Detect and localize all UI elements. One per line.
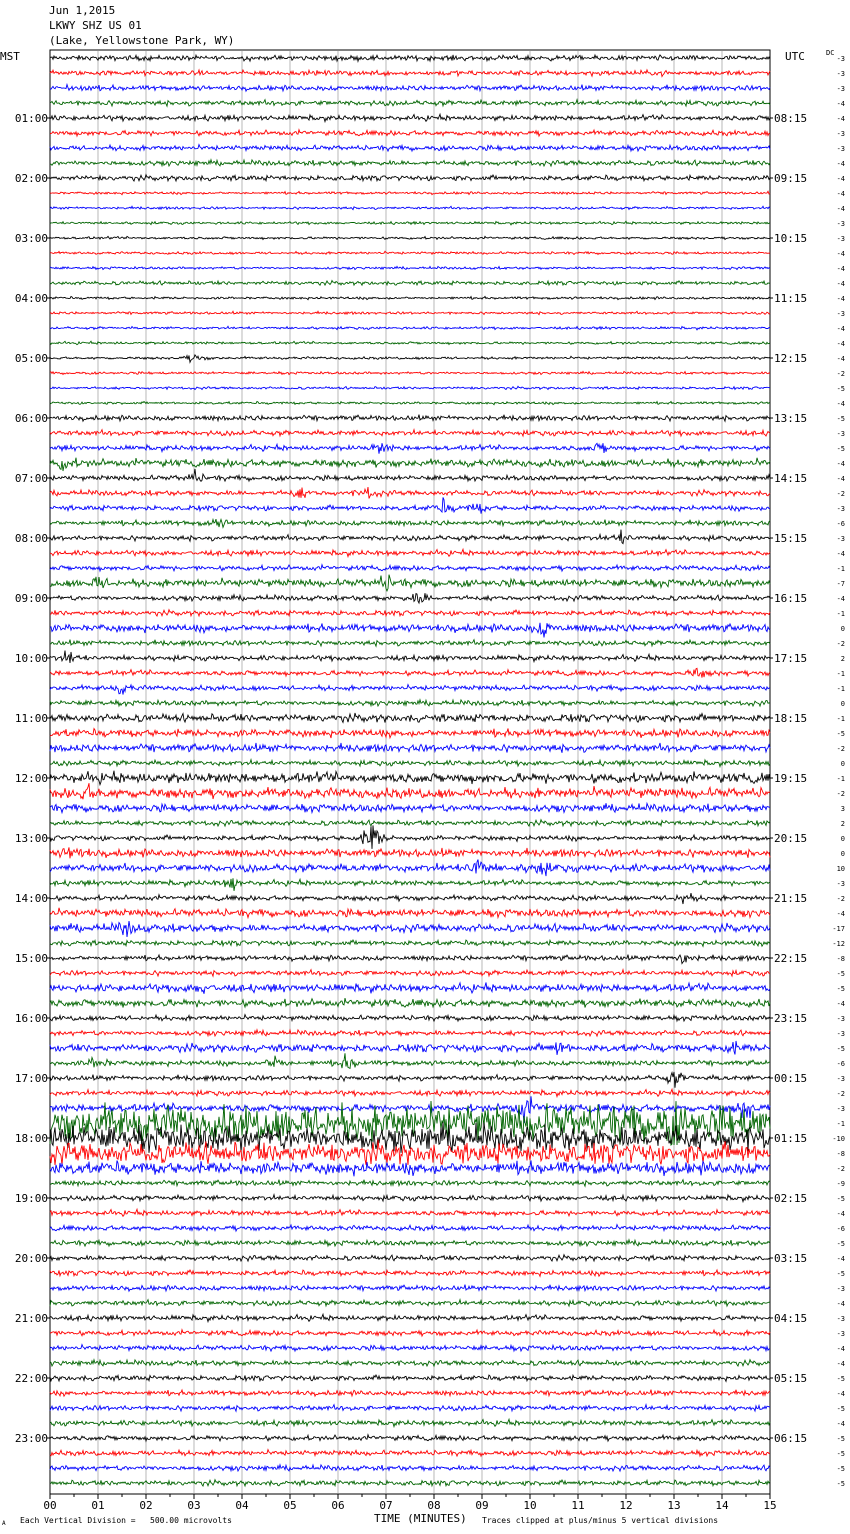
dc-offset-value: -5 [836,1465,845,1473]
x-tick-label: 07 [379,1499,393,1512]
dc-offset-value: -5 [836,1435,845,1443]
mst-hour-label: 17:00 [14,1072,48,1085]
mst-hour-label: 19:00 [14,1192,48,1205]
utc-hour-label: 09:15 [774,172,808,185]
seismic-trace [50,1300,770,1307]
dc-offset-value: -4 [836,160,845,168]
seismic-trace [50,610,770,616]
seismic-trace [50,825,770,849]
mst-hour-label: 07:00 [14,472,48,485]
seismic-trace [50,549,770,556]
dc-offset-value: -2 [836,490,845,498]
seismic-trace [50,623,770,638]
timezone-right-label: UTC [785,50,805,63]
seismic-trace [50,458,770,471]
seismic-trace [50,145,770,152]
seismic-trace [50,743,770,753]
utc-hour-label: 00:15 [774,1072,808,1085]
dc-offset-value: -5 [836,1270,845,1278]
seismic-trace [50,1360,770,1366]
dc-offset-value: -5 [836,730,845,738]
seismic-trace [50,221,770,225]
x-axis-title: TIME (MINUTES) [374,1512,467,1525]
mst-hour-label: 15:00 [14,952,48,965]
mst-hour-label: 09:00 [14,592,48,605]
dc-offset-value: -6 [836,1225,845,1233]
dc-offset-value: -10 [832,1135,845,1143]
seismic-trace [50,1195,770,1202]
x-tick-label: 02 [139,1499,153,1512]
seismic-trace [50,640,770,647]
seismic-trace [50,893,770,904]
seismic-trace [50,983,770,994]
x-tick-label: 12 [619,1499,633,1512]
utc-hour-label: 14:15 [774,472,808,485]
dc-offset-value: -3 [836,1105,845,1113]
utc-hour-label: 11:15 [774,292,808,305]
x-tick-label: 10 [523,1499,537,1512]
seismic-trace [50,1465,770,1471]
seismic-trace [50,326,770,330]
seismic-trace [50,1285,770,1292]
seismic-trace [50,1030,770,1036]
utc-hour-label: 17:15 [774,652,808,665]
dc-offset-value: -3 [836,55,845,63]
dc-offset-value: -4 [836,400,845,408]
seismic-trace [50,266,770,269]
timezone-left-label: MST [0,50,20,63]
dc-offset-value: -4 [836,1390,845,1398]
utc-hour-label: 03:15 [774,1252,808,1265]
seismic-trace [50,236,770,239]
x-tick-label: 05 [283,1499,297,1512]
utc-hour-label: 02:15 [774,1192,808,1205]
dc-offset-value: -1 [836,1120,845,1128]
utc-hour-label: 05:15 [774,1372,808,1385]
utc-hour-label: 08:15 [774,112,808,125]
dc-offset-value: -4 [836,190,845,198]
dc-offset-value: -3 [836,130,845,138]
x-tick-label: 09 [475,1499,489,1512]
seismic-trace [50,1450,770,1457]
dc-offset-value: -3 [836,1030,845,1038]
dc-offset-value: -4 [836,100,845,108]
dc-offset-value: -5 [836,1195,845,1203]
seismic-trace [50,1390,770,1397]
mst-hour-label: 11:00 [14,712,48,725]
seismic-trace [50,70,770,77]
seismic-trace [50,860,770,877]
mst-hour-label: 16:00 [14,1012,48,1025]
utc-hour-label: 20:15 [774,832,808,845]
dc-offset-value: -2 [836,1090,845,1098]
mst-hour-label: 05:00 [14,352,48,365]
dc-offset-value: -1 [836,685,845,693]
dc-offset-value: -3 [836,880,845,888]
seismic-trace [50,1435,770,1441]
dc-offset-value: -1 [836,715,845,723]
utc-hour-label: 16:15 [774,592,808,605]
seismic-trace [50,713,770,723]
dc-offset-value: -2 [836,790,845,798]
mst-hour-label: 18:00 [14,1132,48,1145]
seismic-trace [50,1072,770,1088]
seismic-trace [50,443,770,454]
utc-hour-label: 22:15 [774,952,808,965]
seismic-trace [50,1225,770,1231]
dc-offset-value: 2 [840,820,845,828]
dc-offset-value: -2 [836,640,845,648]
dc-offset-value: 0 [840,625,845,633]
dc-offset-value: -4 [836,280,845,288]
dc-offset-value: -3 [836,310,845,318]
dc-offset-value: -2 [836,370,845,378]
seismic-trace [50,685,770,695]
dc-offset-value: -4 [836,595,845,603]
plot-frame [50,50,770,1494]
seismic-trace [50,297,770,300]
seismic-trace [50,175,770,181]
dc-offset-value: -4 [836,475,845,483]
seismic-trace [50,386,770,389]
seismic-trace [50,668,770,677]
seismic-trace [50,1330,770,1336]
dc-offset-value: -5 [836,970,845,978]
seismic-trace [50,565,770,571]
dc-offset-value: -8 [836,1150,845,1158]
seismic-trace [50,55,770,61]
dc-offset-value: -4 [836,115,845,123]
dc-offset-value: -2 [836,895,845,903]
utc-hour-label: 06:15 [774,1432,808,1445]
utc-hour-label: 18:15 [774,712,808,725]
dc-offset-value: -5 [836,1480,845,1488]
dc-offset-value: -4 [836,265,845,273]
seismic-trace [50,519,770,527]
mst-hour-label: 03:00 [14,232,48,245]
seismic-trace [50,206,770,209]
dc-offset-value: -3 [836,70,845,78]
mst-hour-label: 13:00 [14,832,48,845]
mst-hour-label: 23:00 [14,1432,48,1445]
seismic-trace [50,469,770,481]
seismic-trace [50,130,770,136]
dc-offset-value: -1 [836,775,845,783]
seismic-trace [50,783,770,799]
seismic-trace [50,191,770,194]
dc-offset-value: -3 [836,1015,845,1023]
seismic-trace [50,771,770,785]
x-tick-label: 15 [763,1499,777,1512]
seismic-trace [50,1419,770,1426]
seismic-trace [50,114,770,121]
seismic-trace [50,651,770,663]
seismic-trace [50,1089,770,1096]
dc-offset-value: 0 [840,835,845,843]
mst-hour-label: 04:00 [14,292,48,305]
dc-offset-value: -3 [836,535,845,543]
dc-offset-value: 10 [836,865,845,873]
seismic-trace [50,921,770,937]
mst-hour-label: 21:00 [14,1312,48,1325]
seismic-trace [50,251,770,254]
seismic-trace [50,311,770,314]
x-tick-label: 13 [667,1499,681,1512]
dc-offset-value: -5 [836,415,845,423]
dc-offset-value: -4 [836,295,845,303]
dc-offset-value: -3 [836,145,845,153]
utc-hour-label: 23:15 [774,1012,808,1025]
vertical-scale-note: Each Vertical Division = 500.00 microvolts [20,1516,232,1525]
mst-hour-label: 01:00 [14,112,48,125]
dc-offset-value: -4 [836,1210,845,1218]
dc-offset-value: 0 [840,700,845,708]
seismic-trace [50,1314,770,1321]
seismic-trace [50,760,770,767]
seismic-trace [50,1053,770,1068]
dc-offset-value: -3 [836,430,845,438]
dc-offset-value: -5 [836,985,845,993]
utc-hour-label: 01:15 [774,1132,808,1145]
seismic-trace [50,371,770,374]
seismic-trace [50,341,770,345]
mst-hour-label: 14:00 [14,892,48,905]
station-code: LKWY SHZ US 01 [49,19,142,32]
seismic-trace [50,430,770,436]
seismic-trace [50,820,770,826]
dc-offset-value: -2 [836,745,845,753]
x-tick-label: 04 [235,1499,249,1512]
dc-offset-value: -4 [836,1345,845,1353]
seismic-trace [50,878,770,891]
dc-offset-value: -5 [836,1045,845,1053]
dc-offset-value: -3 [836,1075,845,1083]
dc-offset-value: -4 [836,460,845,468]
dc-offset-value: 0 [840,760,845,768]
seismic-trace [50,281,770,286]
seismic-trace [50,1480,770,1486]
seismic-trace [50,908,770,918]
dc-offset-value: 3 [840,805,845,813]
dc-offset-value: -4 [836,550,845,558]
seismic-trace [50,1270,770,1276]
dc-offset-value: -3 [836,220,845,228]
dc-offset-value: -3 [836,235,845,243]
seismic-trace [50,530,770,544]
seismic-trace [50,497,770,513]
dc-offset-value: -5 [836,1375,845,1383]
dc-offset-value: -5 [836,1240,845,1248]
seismic-trace [50,487,770,498]
seismic-trace [50,955,770,964]
plot-date: Jun 1,2015 [49,4,116,17]
seismic-trace [50,847,770,858]
dc-offset-value: 2 [840,655,845,663]
seismic-trace [50,160,770,166]
dc-offset-value: -4 [836,355,845,363]
seismic-trace [50,415,770,422]
seismic-trace [50,700,770,706]
dc-offset-value: -4 [836,1360,845,1368]
utc-hour-label: 21:15 [774,892,808,905]
x-tick-label: 11 [571,1499,585,1512]
seismic-trace [50,1405,770,1412]
dc-offset-value: -4 [836,1300,845,1308]
seismic-trace [50,355,770,362]
dc-offset-value: -3 [836,1285,845,1293]
x-tick-label: 08 [427,1499,441,1512]
mst-hour-label: 12:00 [14,772,48,785]
seismic-trace [50,100,770,107]
mst-hour-label: 06:00 [14,412,48,425]
x-tick-label: 01 [91,1499,105,1512]
station-location: (Lake, Yellowstone Park, WY) [49,34,235,47]
seismic-trace [50,1160,770,1176]
dc-offset-value: -2 [836,1165,845,1173]
seismic-trace [50,1015,770,1022]
seismic-trace [50,803,770,812]
dc-offset-value: -3 [836,1315,845,1323]
clip-note: Traces clipped at plus/minus 5 vertical divisions [482,1516,719,1525]
x-tick-label: 03 [187,1499,201,1512]
seismic-trace [50,575,770,591]
seismic-trace [50,402,770,405]
dc-offset-value: -4 [836,175,845,183]
dc-offset-value: -3 [836,85,845,93]
seismic-trace [50,1180,770,1187]
dc-offset-value: -4 [836,1420,845,1428]
dc-offset-value: -4 [836,250,845,258]
seismic-trace [50,940,770,946]
seismic-trace [50,593,770,603]
seismic-trace [50,1345,770,1352]
dc-offset-value: -1 [836,670,845,678]
dc-offset-value: -4 [836,910,845,918]
dc-offset-value: -7 [836,580,845,588]
seismic-trace [50,998,770,1007]
dc-offset-value: -4 [836,325,845,333]
dc-offset-label: DC [826,49,835,57]
dc-offset-value: -1 [836,610,845,618]
dc-offset-value: -8 [836,955,845,963]
x-tick-label: 14 [715,1499,729,1512]
dc-offset-value: -6 [836,520,845,528]
dc-offset-value: -9 [836,1180,845,1188]
dc-offset-value: -12 [832,940,845,948]
utc-hour-label: 13:15 [774,412,808,425]
seismic-trace [50,85,770,92]
seismic-trace [50,1240,770,1246]
mst-hour-label: 22:00 [14,1372,48,1385]
dc-offset-value: -3 [836,1330,845,1338]
mst-hour-label: 08:00 [14,532,48,545]
utc-hour-label: 10:15 [774,232,808,245]
utc-hour-label: 15:15 [774,532,808,545]
mst-hour-label: 02:00 [14,172,48,185]
dc-offset-value: -4 [836,1000,845,1008]
dc-offset-value: 0 [840,850,845,858]
seismic-trace [50,1209,770,1216]
dc-offset-value: -3 [836,505,845,513]
dc-offset-value: -5 [836,1405,845,1413]
corner-mark: A [2,1520,6,1527]
utc-hour-label: 04:15 [774,1312,808,1325]
dc-offset-value: -5 [836,445,845,453]
utc-hour-label: 12:15 [774,352,808,365]
dc-offset-value: -17 [832,925,845,933]
seismic-trace [50,1255,770,1261]
dc-offset-value: -6 [836,1060,845,1068]
dc-offset-value: -4 [836,205,845,213]
seismic-trace [50,1041,770,1055]
dc-offset-value: -4 [836,1255,845,1263]
dc-offset-value: -5 [836,1450,845,1458]
mst-hour-label: 10:00 [14,652,48,665]
seismic-trace [50,729,770,739]
utc-hour-label: 19:15 [774,772,808,785]
seismic-trace [50,970,770,977]
x-tick-label: 00 [43,1499,57,1512]
dc-offset-value: -4 [836,340,845,348]
dc-offset-value: -1 [836,565,845,573]
seismic-trace [50,1140,770,1166]
seismic-trace [50,1096,770,1123]
mst-hour-label: 20:00 [14,1252,48,1265]
x-tick-label: 06 [331,1499,345,1512]
seismic-trace [50,1375,770,1381]
dc-offset-value: -5 [836,385,845,393]
